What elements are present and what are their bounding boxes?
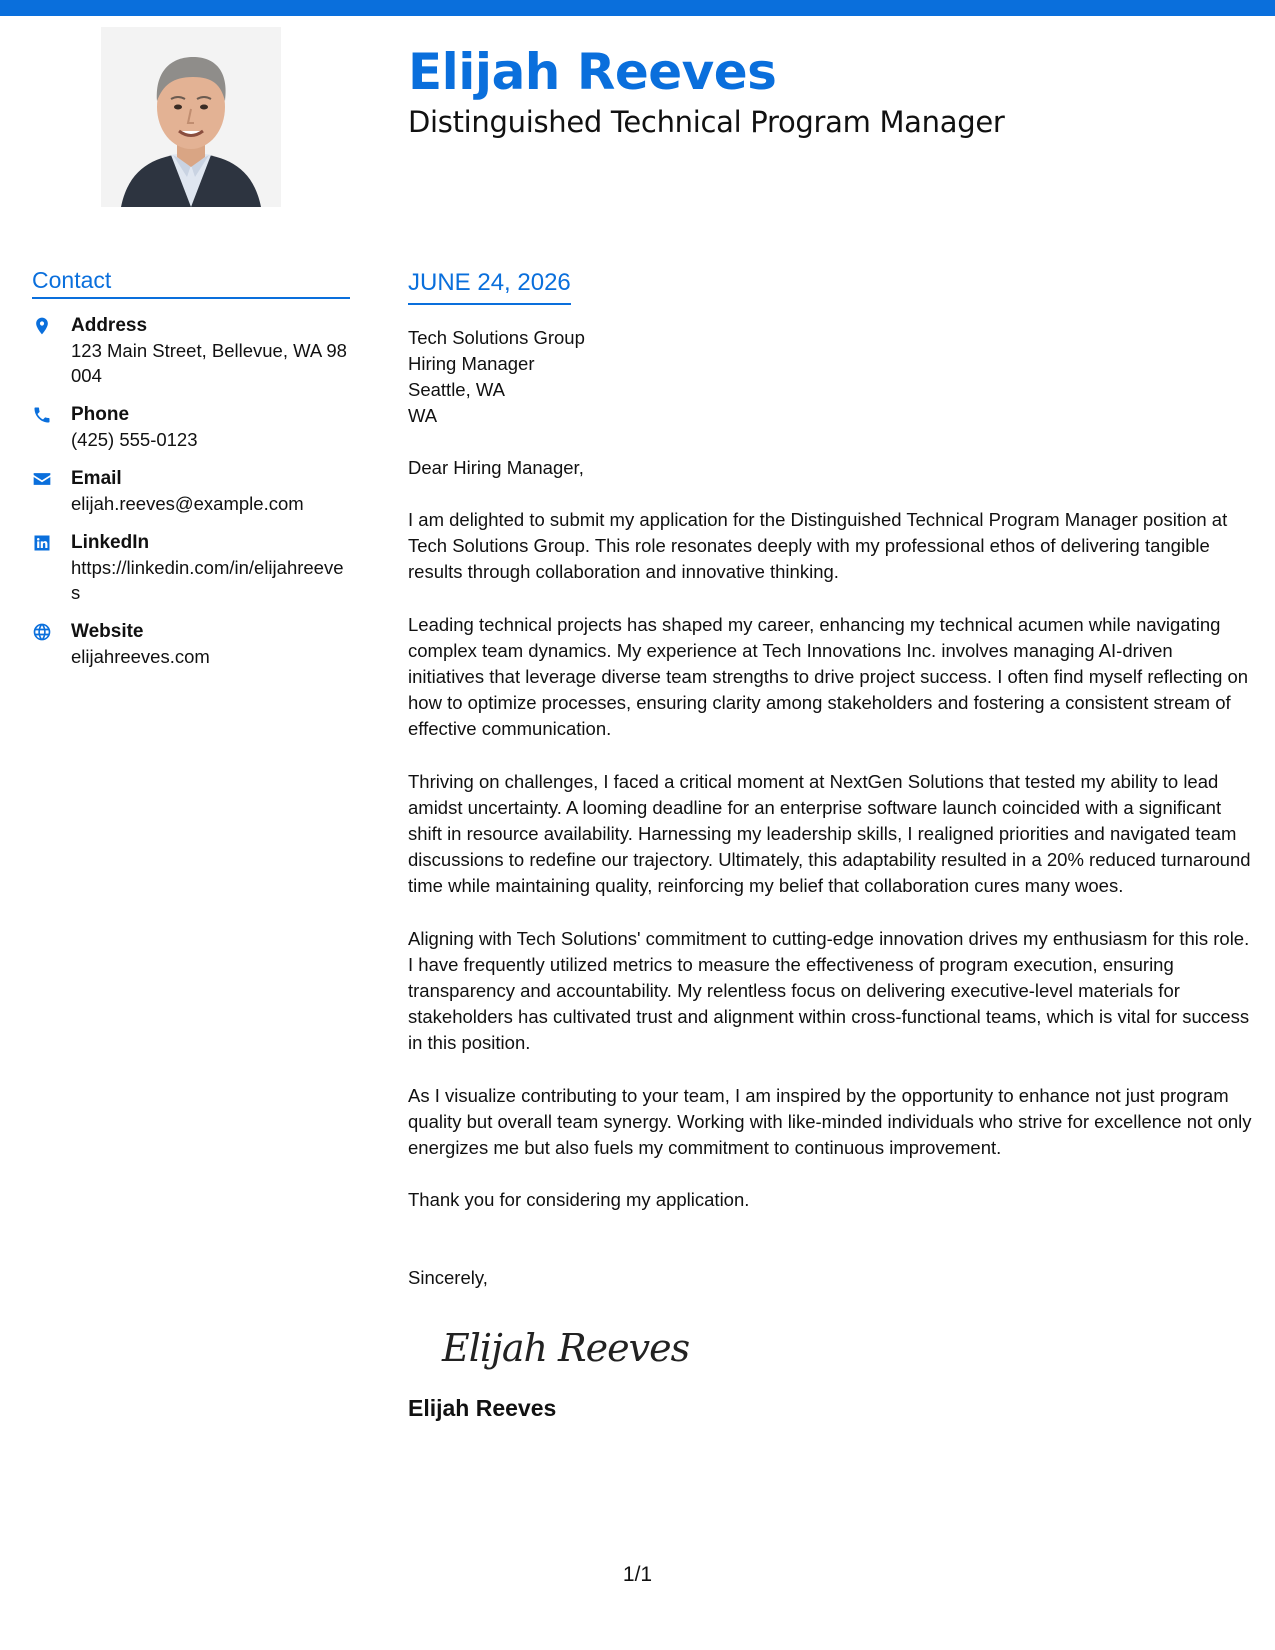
letter-date: JUNE 24, 2026 xyxy=(408,268,571,305)
phone-icon xyxy=(32,402,71,452)
linkedin-link[interactable]: https://linkedin.com/in/elijahreeves xyxy=(71,557,344,603)
top-accent-bar xyxy=(0,0,1275,16)
cover-letter-body xyxy=(408,268,1253,1423)
handwritten-signature xyxy=(438,1317,1253,1387)
contact-heading: Contact xyxy=(32,266,350,299)
letter-paragraph: Thriving on challenges, I faced a critical moment at NextGen Solutions that tested my ability to lead amidst uncertainty. A looming deadline for an enterprise software launch coincided with a significant shift in resource availability. Harnessing my leadership skills, I realigned priorities and navigated team discussions to redefine our trajectory. Ultimately, this adaptability resulted in a 20% reduced turnaround time while maintaining quality, reinforcing my belief that collaboration cures many woes. xyxy=(408,770,1251,897)
letter-paragraph: Aligning with Tech Solutions' commitment to cutting-edge innovation drives my enthusiasm for this role. I have frequently utilized metrics to measure the effectiveness of program execution, ensuring transparency and accountability. My relentless focus on delivering executive-level materials for stakeholders has cultivated trust and alignment within cross-functional teams, which is vital for success in this position. xyxy=(408,927,1250,1054)
signer-name: Elijah Reeves xyxy=(408,1395,557,1422)
contact-item-phone xyxy=(32,402,352,452)
contact-item-website xyxy=(32,619,352,669)
salutation: Dear Hiring Manager, xyxy=(408,457,584,478)
svg-text:Elijah Reeves: Elijah Reeves xyxy=(442,1326,690,1371)
closing-line: Sincerely, xyxy=(408,1267,488,1289)
contact-item-address xyxy=(32,313,352,388)
contact-list xyxy=(32,313,352,669)
recipient-city: Seattle, WA xyxy=(408,379,505,400)
contact-label: Phone xyxy=(71,404,130,425)
letter-paragraph: Thank you for considering my application. xyxy=(408,1189,750,1211)
envelope-icon xyxy=(32,466,71,516)
page-number: 1/1 xyxy=(622,1563,653,1586)
profile-photo xyxy=(101,27,281,207)
contact-label: LinkedIn xyxy=(71,532,150,553)
linkedin-icon xyxy=(32,530,71,605)
contact-label: Website xyxy=(71,621,144,642)
contact-item-email xyxy=(32,466,352,516)
recipient-company: Tech Solutions Group xyxy=(408,327,585,348)
contact-label: Address xyxy=(71,315,148,336)
contact-sidebar xyxy=(32,266,352,683)
letter-paragraph: As I visualize contributing to your team, I am inspired by the opportunity to enhance not just program quality but overall team synergy. Working with like-minded individuals who strive for excellence not only energizes me but also fuels my commitment to continuous improvement. xyxy=(408,1084,1252,1159)
contact-label: Email xyxy=(71,468,122,489)
letter-paragraph: I am delighted to submit my application for the Distinguished Technical Program Manager position at Tech Solutions Group. This role resonates deeply with my professional ethos of delivering tangible results through collaboration and innovative thinking. xyxy=(408,509,1228,583)
map-pin-icon xyxy=(32,313,71,388)
email-link[interactable]: elijah.reeves@example.com xyxy=(71,493,304,514)
recipient-address xyxy=(408,325,1253,429)
address-value: 123 Main Street, Bellevue, WA 98004 xyxy=(71,340,347,386)
candidate-name: Elijah Reeves xyxy=(408,43,777,101)
website-link[interactable]: elijahreeves.com xyxy=(71,646,210,667)
letter-paragraph: Leading technical projects has shaped my career, enhancing my technical acumen while navigating complex team dynamics. My experience at Tech Innovations Inc. involves managing AI-driven initiatives that leverage diverse team strengths to drive project success. I often find myself reflecting on how to optimize processes, ensuring clarity among stakeholders and fostering a consistent stream of effective communication. xyxy=(408,613,1249,740)
candidate-title: Distinguished Technical Program Manager xyxy=(408,105,1005,139)
recipient-state: WA xyxy=(408,405,438,426)
recipient-name: Hiring Manager xyxy=(408,353,535,374)
phone-value[interactable]: (425) 555-0123 xyxy=(71,429,198,450)
globe-icon xyxy=(32,619,71,669)
profile-photo-illustration xyxy=(101,27,281,207)
contact-item-linkedin xyxy=(32,530,352,605)
